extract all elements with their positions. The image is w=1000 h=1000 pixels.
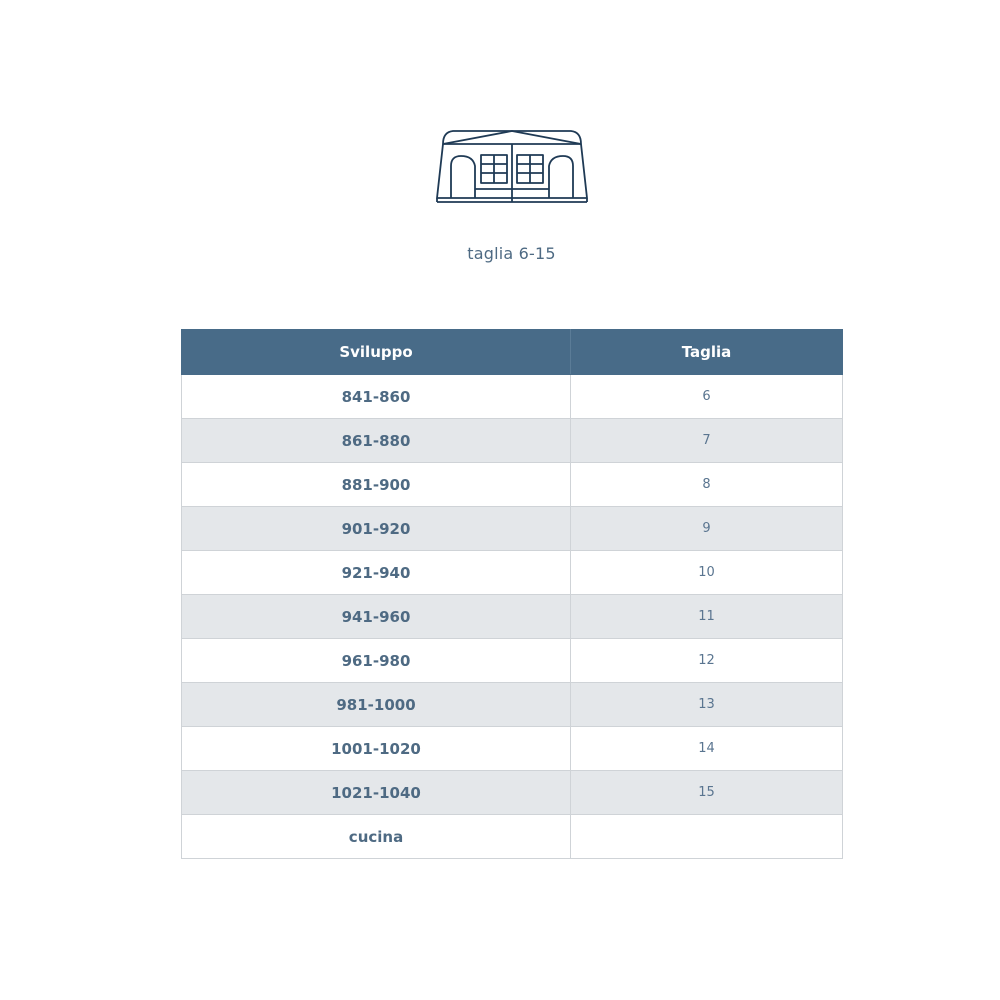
sviluppo-cell: 1001-1020 — [182, 727, 571, 771]
table-row — [182, 771, 843, 815]
table-row — [182, 727, 843, 771]
subtitle: taglia 6-15 — [467, 244, 556, 263]
taglia-cell: 15 — [571, 771, 843, 815]
taglia-cell: 7 — [571, 419, 843, 463]
table-row — [182, 463, 843, 507]
table-row — [182, 507, 843, 551]
taglia-cell: 11 — [571, 595, 843, 639]
taglia-cell — [571, 815, 843, 859]
table-row — [182, 419, 843, 463]
table-row — [182, 639, 843, 683]
sviluppo-cell: cucina — [182, 815, 571, 859]
column-header-taglia: Taglia — [571, 330, 843, 375]
taglia-cell: 14 — [571, 727, 843, 771]
taglia-cell: 12 — [571, 639, 843, 683]
column-header-sviluppo: Sviluppo — [182, 330, 571, 375]
taglia-cell: 10 — [571, 551, 843, 595]
table-row — [182, 375, 843, 419]
tent-icon — [433, 126, 591, 206]
taglia-cell: 9 — [571, 507, 843, 551]
sviluppo-cell: 981-1000 — [182, 683, 571, 727]
taglia-cell: 8 — [571, 463, 843, 507]
taglia-cell: 6 — [571, 375, 843, 419]
table-row — [182, 683, 843, 727]
sviluppo-cell: 1021-1040 — [182, 771, 571, 815]
taglia-cell: 13 — [571, 683, 843, 727]
sviluppo-cell: 861-880 — [182, 419, 571, 463]
sviluppo-cell: 941-960 — [182, 595, 571, 639]
table-header-row — [182, 330, 843, 375]
table-row — [182, 551, 843, 595]
table-row — [182, 815, 843, 859]
table-row — [182, 595, 843, 639]
sviluppo-cell: 901-920 — [182, 507, 571, 551]
sviluppo-cell: 921-940 — [182, 551, 571, 595]
sviluppo-cell: 961-980 — [182, 639, 571, 683]
size-table — [181, 329, 843, 859]
sviluppo-cell: 841-860 — [182, 375, 571, 419]
sviluppo-cell: 881-900 — [182, 463, 571, 507]
